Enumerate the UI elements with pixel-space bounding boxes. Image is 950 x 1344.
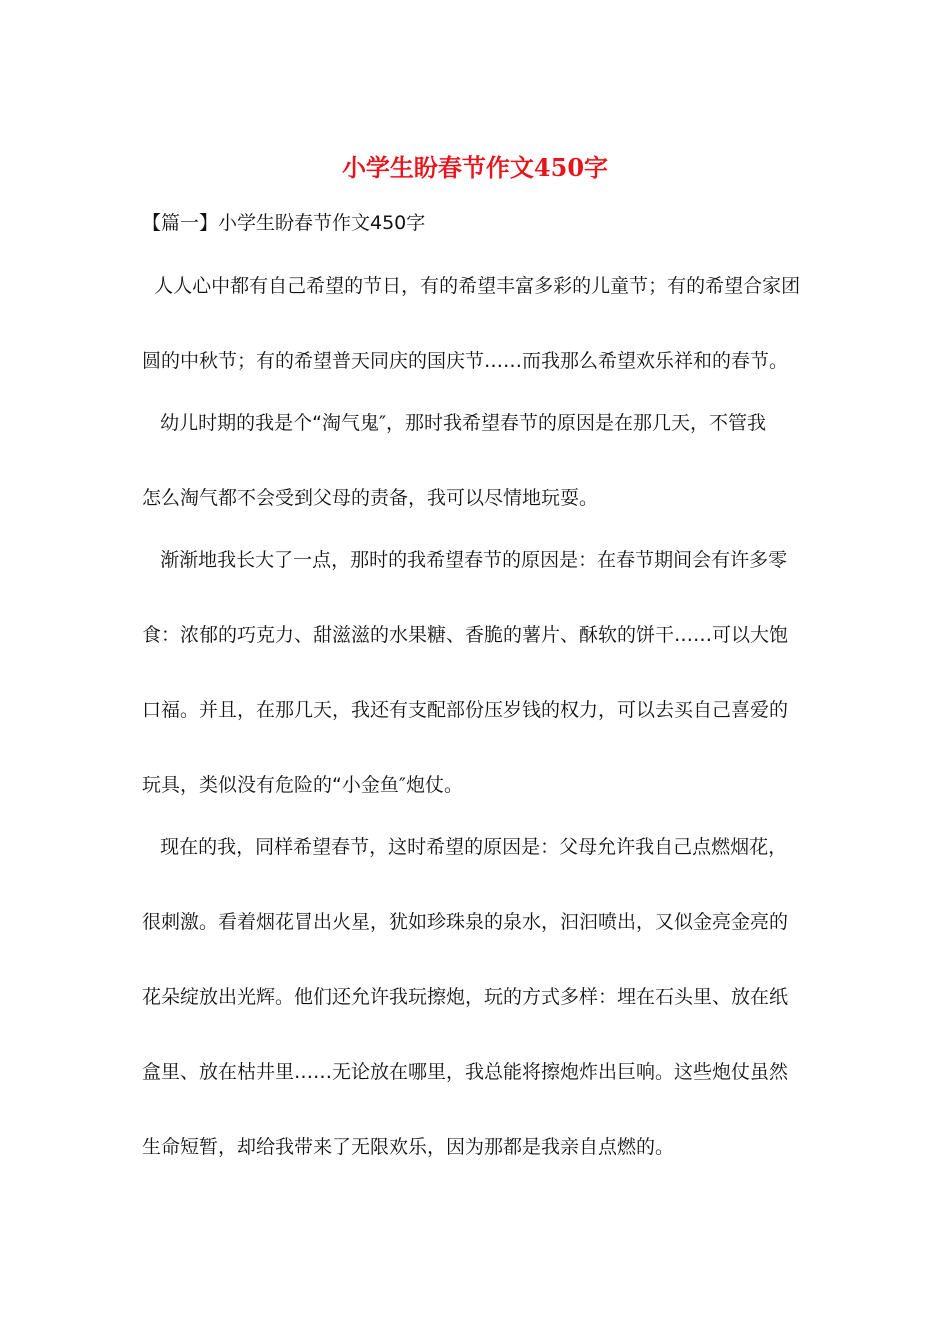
section-heading: 【篇一】小学生盼春节作文450字 xyxy=(142,212,426,234)
body-line: 圆的中秋节；有的希望普天同庆的国庆节……而我那么希望欢乐祥和的春节。 xyxy=(142,350,789,372)
body-line: 玩具，类似没有危险的“小金鱼″炮仗。 xyxy=(142,774,463,796)
body-line: 生命短暂，却给我带来了无限欢乐，因为那都是我亲自点燃的。 xyxy=(142,1136,675,1158)
body-line: 幼儿时期的我是个“淘气鬼″，那时我希望春节的原因是在那几天，不管我 xyxy=(142,412,767,434)
body-line: 花朵绽放出光辉。他们还允许我玩擦炮，玩的方式多样：埋在石头里、放在纸 xyxy=(142,986,789,1008)
body-line: 人人心中都有自己希望的节日，有的希望丰富多彩的儿童节；有的希望合家团 xyxy=(142,275,801,297)
body-line: 怎么淘气都不会受到父母的责备，我可以尽情地玩耍。 xyxy=(142,487,599,509)
body-line: 盒里、放在枯井里……无论放在哪里，我总能将擦炮炸出巨响。这些炮仗虽然 xyxy=(142,1061,789,1083)
body-line: 口福。并且，在那几天，我还有支配部份压岁钱的权力，可以去买自己喜爱的 xyxy=(142,699,789,721)
document-title: 小学生盼春节作文450字 xyxy=(341,153,609,182)
body-line: 渐渐地我长大了一点，那时的我希望春节的原因是：在春节期间会有许多零 xyxy=(142,549,788,571)
body-line: 很刺激。看着烟花冒出火星，犹如珍珠泉的泉水，汩汩喷出，又似金亮金亮的 xyxy=(142,911,789,933)
body-line: 食：浓郁的巧克力、甜滋滋的水果糖、香脆的薯片、酥软的饼干……可以大饱 xyxy=(142,624,789,646)
body-line: 现在的我，同样希望春节，这时希望的原因是：父母允许我自己点燃烟花， xyxy=(142,836,788,858)
